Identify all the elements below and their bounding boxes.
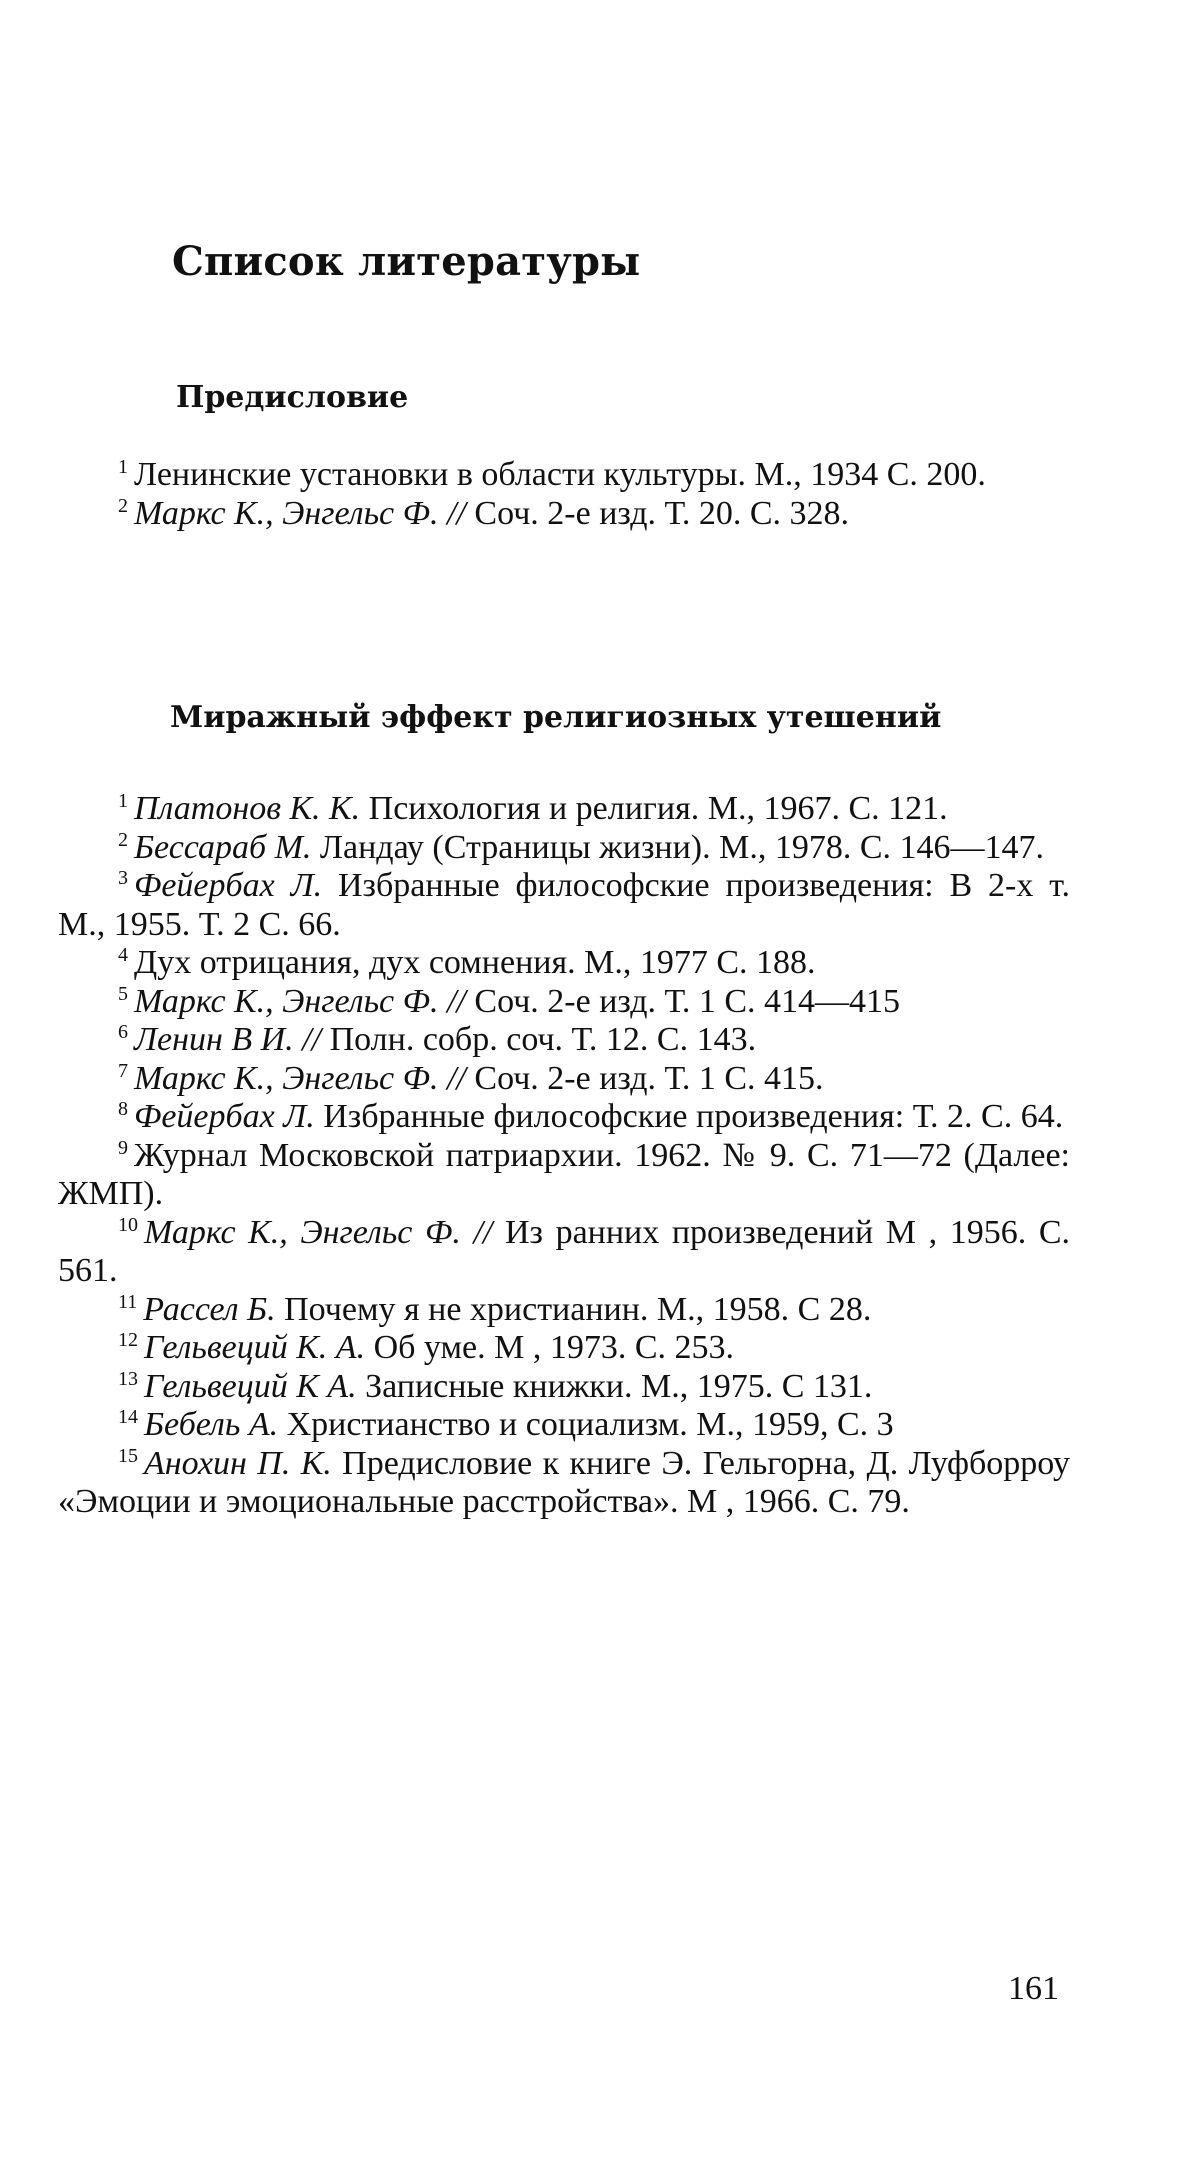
section-heading-preface: Предисловие bbox=[176, 380, 409, 415]
note-text: Соч. 2-е изд. Т. 1 С. 414—415 bbox=[474, 982, 901, 1020]
notes-list-preface bbox=[58, 456, 1070, 533]
note-item bbox=[58, 1214, 1070, 1291]
note-number: 8 bbox=[118, 1098, 128, 1120]
note-author: Рассел Б. bbox=[143, 1290, 276, 1328]
note-author: Ленин В И. // bbox=[134, 1021, 322, 1058]
note-number: 13 bbox=[118, 1367, 138, 1390]
note-item bbox=[58, 1137, 1070, 1214]
note-item bbox=[58, 1445, 1070, 1522]
note-text: Предисловие к книге Э. Гельгорна, Д. Луфборроу «Эмоции и эмоциональные расстройства». М , 1966. С. 79. bbox=[58, 1444, 1071, 1520]
note-text: Соч. 2-е изд. Т. 1 С. 415. bbox=[474, 1059, 824, 1097]
note-number: 2 bbox=[118, 494, 128, 517]
note-author: Маркс К., Энгельс Ф. // bbox=[134, 494, 466, 532]
note-item bbox=[58, 983, 1070, 1022]
note-text: Полн. собр. соч. Т. 12. С. 143. bbox=[329, 1021, 757, 1058]
note-number: 1 bbox=[118, 456, 128, 478]
note-author: Бебель А. bbox=[144, 1406, 279, 1443]
note-item bbox=[58, 867, 1070, 944]
note-text: Избранные философские произведения: В 2-х т. М., 1955. Т. 2 С. 66. bbox=[58, 867, 1070, 943]
note-author: Гельвеций К А. bbox=[144, 1367, 357, 1405]
note-item bbox=[58, 790, 1070, 829]
notes-list-mirage bbox=[58, 790, 1070, 1522]
note-item bbox=[58, 1060, 1070, 1099]
note-number: 14 bbox=[118, 1406, 138, 1428]
note-text: Ленинские установки в области культуры. М., 1934 С. 200. bbox=[134, 456, 986, 493]
note-item bbox=[58, 1098, 1070, 1137]
note-number: 7 bbox=[118, 1059, 128, 1082]
note-item bbox=[58, 1329, 1070, 1368]
note-text: Из ранних произведений М , 1956. С. 561. bbox=[58, 1213, 1071, 1289]
note-number: 10 bbox=[118, 1213, 138, 1236]
section-heading-mirage: Миражный эффект религиозных утешений bbox=[170, 700, 942, 735]
note-text: Об уме. М , 1973. С. 253. bbox=[373, 1329, 734, 1366]
note-text: Записные книжки. М., 1975. С 131. bbox=[365, 1367, 873, 1405]
note-number: 2 bbox=[118, 828, 128, 851]
note-author: Анохин П. К. bbox=[144, 1444, 332, 1482]
note-text: Христианство и социализм. М., 1959, С. 3 bbox=[286, 1406, 894, 1443]
note-author: Маркс К., Энгельс Ф. // bbox=[134, 982, 466, 1020]
note-number: 6 bbox=[118, 1021, 128, 1043]
note-number: 15 bbox=[118, 1444, 138, 1467]
note-item bbox=[58, 1406, 1070, 1445]
note-author: Фейербах Л. bbox=[134, 867, 323, 904]
note-number: 5 bbox=[118, 982, 128, 1005]
note-text: Психология и религия. М., 1967. С. 121. bbox=[368, 790, 948, 827]
note-item bbox=[58, 1021, 1070, 1060]
note-item bbox=[58, 495, 1070, 534]
note-author: Маркс К., Энгельс Ф. // bbox=[134, 1059, 466, 1097]
note-text: Избранные философские произведения: Т. 2. С. 64. bbox=[323, 1098, 1064, 1135]
note-author: Платонов К. К. bbox=[134, 790, 361, 827]
note-author: Гельвеций К. А. bbox=[144, 1329, 366, 1366]
book-page bbox=[58, 0, 1070, 2160]
note-text: Почему я не христианин. М., 1958. С 28. bbox=[284, 1290, 872, 1328]
note-author: Фейербах Л. bbox=[134, 1098, 315, 1135]
note-number: 12 bbox=[118, 1329, 138, 1351]
note-item bbox=[58, 456, 1070, 495]
note-text: Ландау (Страницы жизни). М., 1978. С. 146—147. bbox=[319, 828, 1045, 866]
note-item bbox=[58, 1291, 1070, 1330]
note-author: Маркс К., Энгельс Ф. // bbox=[144, 1213, 493, 1251]
note-author: Бессараб М. bbox=[134, 828, 312, 866]
note-item bbox=[58, 829, 1070, 868]
note-number: 9 bbox=[118, 1136, 128, 1159]
page-title: Список литературы bbox=[172, 238, 641, 285]
note-item bbox=[58, 944, 1070, 983]
note-text: Соч. 2-е изд. Т. 20. С. 328. bbox=[474, 494, 850, 532]
page-number: 161 bbox=[1008, 1970, 1059, 2007]
note-number: 11 bbox=[118, 1290, 138, 1313]
note-text: Дух отрицания, дух сомнения. М., 1977 С. 188. bbox=[134, 944, 816, 981]
note-number: 3 bbox=[118, 867, 128, 889]
note-item bbox=[58, 1368, 1070, 1407]
note-number: 4 bbox=[118, 944, 128, 966]
note-number: 1 bbox=[118, 790, 128, 812]
note-text: Журнал Московской патриархии. 1962. № 9. С. 71—72 (Далее: ЖМП). bbox=[58, 1136, 1070, 1212]
